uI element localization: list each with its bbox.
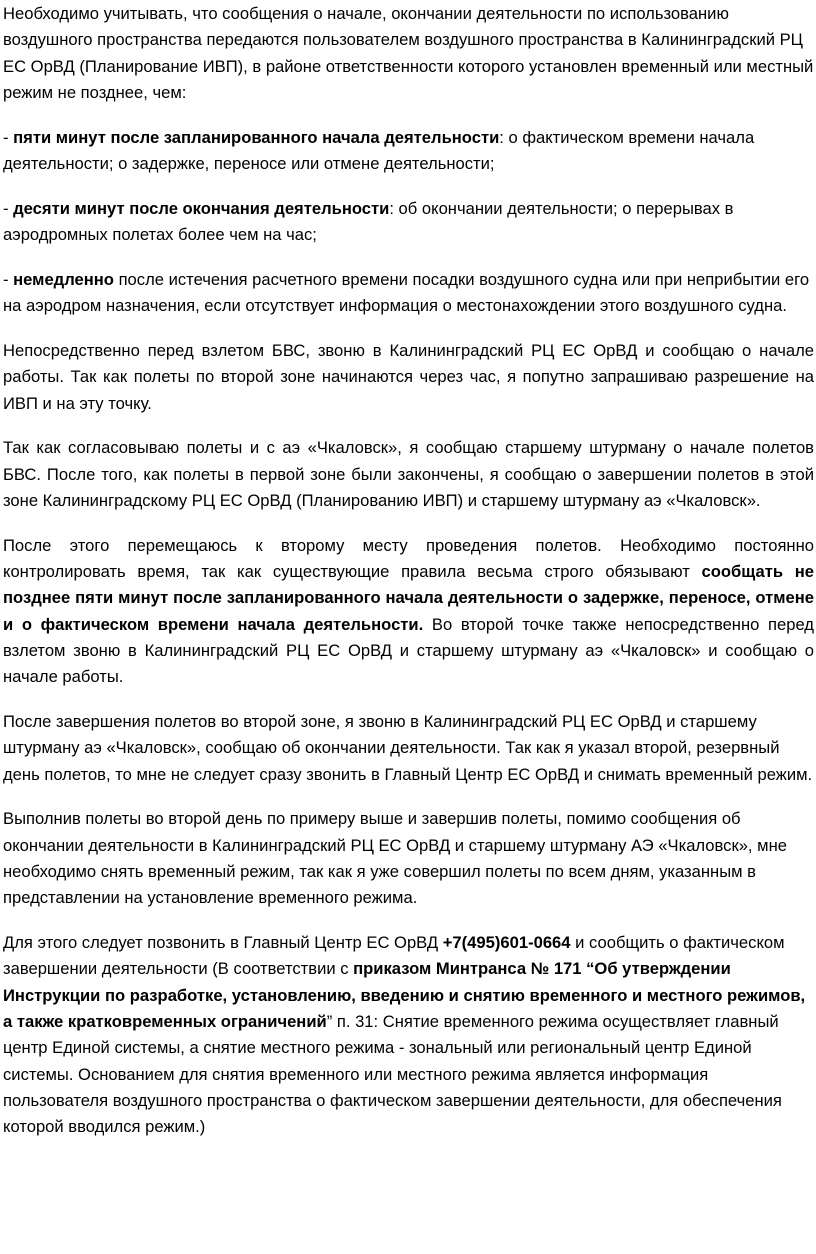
paragraph-second-zone-complete: [3, 709, 814, 788]
paragraph-second-day: [3, 806, 814, 911]
paragraph-text: Для этого следует позвонить в Главный Центр ЕС ОрВД: [3, 933, 443, 953]
paragraph-before-takeoff: [3, 338, 814, 417]
paragraph-text: : о фактическом времени начала деятельности; о задержке, переносе или отмене деятельности;: [3, 127, 755, 173]
paragraph-main-center-call: [3, 930, 814, 1140]
paragraph-text: ” п. 31: Снятие временного режима осуществляет главный центр Единой системы, а снятие местного режима - зональный или региональный центр Единой системы. Основанием для снятия временного или местного режима является информация пользователя воздушного пространства о фактическом завершении деятельности, для обеспечения которой вводился режим.): [3, 1012, 782, 1137]
bold-text: пяти минут после запланированного начала деятельности: [13, 127, 500, 147]
bold-text: немедленно: [13, 269, 114, 289]
paragraph-text: Выполнив полеты во второй день по примеру выше и завершив полеты, помимо сообщения об окончании деятельности в Калининградский РЦ ЕС ОрВД и старшему штурману АЭ «Чкаловск», мне необходимо снять временный режим, так как я уже совершил полеты по всем дням, указанным в представлении на установление временного режима.: [3, 809, 787, 908]
paragraph-text: Так как согласовываю полеты и с аэ «Чкаловск», я сообщаю старшему штурману о начале полетов БВС. После того, как полеты в первой зоне были закончены, я сообщаю о завершении полетов в этой зоне Калининградскому РЦ ЕС ОрВД (Планированию ИВП) и старшему штурману аэ «Чкаловск».: [3, 438, 814, 510]
paragraph-text: Непосредственно перед взлетом БВС, звоню в Калининградский РЦ ЕС ОрВД и сообщаю о начале работы. Так как полеты по второй зоне начинаются через час, я попутно запрашиваю разрешение на ИВП и на эту точку.: [3, 340, 814, 413]
paragraph-rule-immediately: [3, 267, 814, 320]
bold-text: сообщать не позднее пяти минут после запланированного начала деятельности о задержке, переносе, отмене и о фактическом времени начала деятельности.: [3, 562, 814, 634]
paragraph-intro: [3, 0, 814, 106]
list-dash: -: [3, 127, 14, 147]
paragraph-text: Во второй точке также непосредственно перед взлетом звоню в Калининградский РЦ ЕС ОрВД и старшему штурману аэ «Чкаловск» и сообщаю о начале работы.: [3, 614, 814, 687]
paragraph-text: Необходимо учитывать, что сообщения о начале, окончании деятельности по использованию воздушного пространства передаются пользователем воздушного пространства в Калининградский РЦ ЕС ОрВД (Планирование ИВП), в районе ответственности которого установлен временный или местный режим не позднее, чем:: [3, 4, 814, 102]
order-reference: приказом Минтранса № 171 “Об утверждении Инструкции по разработке, установлению, введению и снятию временного и местного режимов, а также кратковременных ограничений: [3, 959, 806, 1031]
paragraph-rule-ten-minutes: [3, 196, 814, 249]
paragraph-text: после истечения расчетного времени посадки воздушного судна или при неприбытии его на аэродром назначения, если отсутствует информация о местонахождении этого воздушного судна.: [3, 269, 810, 316]
paragraph-text: После этого перемещаюсь к второму месту проведения полетов. Необходимо постоянно контролировать время, так как существующие правила весьма строго обязывают: [3, 535, 814, 582]
list-dash: -: [3, 269, 14, 289]
list-dash: -: [3, 198, 14, 218]
phone-number: +7(495)601-0664: [442, 933, 571, 953]
paragraph-second-site: [3, 533, 814, 691]
paragraph-rule-five-minutes: [3, 125, 814, 178]
bold-text: десяти минут после окончания деятельности: [13, 198, 390, 218]
paragraph-text: и сообщить о фактическом завершении деятельности (В соответствии с: [3, 933, 785, 979]
paragraph-chkalovsk-coordination: [3, 435, 814, 514]
paragraph-text: После завершения полетов во второй зоне, я звоню в Калининградский РЦ ЕС ОрВД и старшему штурману аэ «Чкаловск», сообщаю об окончании деятельности. Так как я указал второй, резервный день полетов, то мне не следует сразу звонить в Главный Центр ЕС ОрВД и снимать временный режим.: [3, 712, 813, 784]
paragraph-text: : об окончании деятельности; о перерывах в аэродромных полетах более чем на час;: [3, 198, 734, 245]
